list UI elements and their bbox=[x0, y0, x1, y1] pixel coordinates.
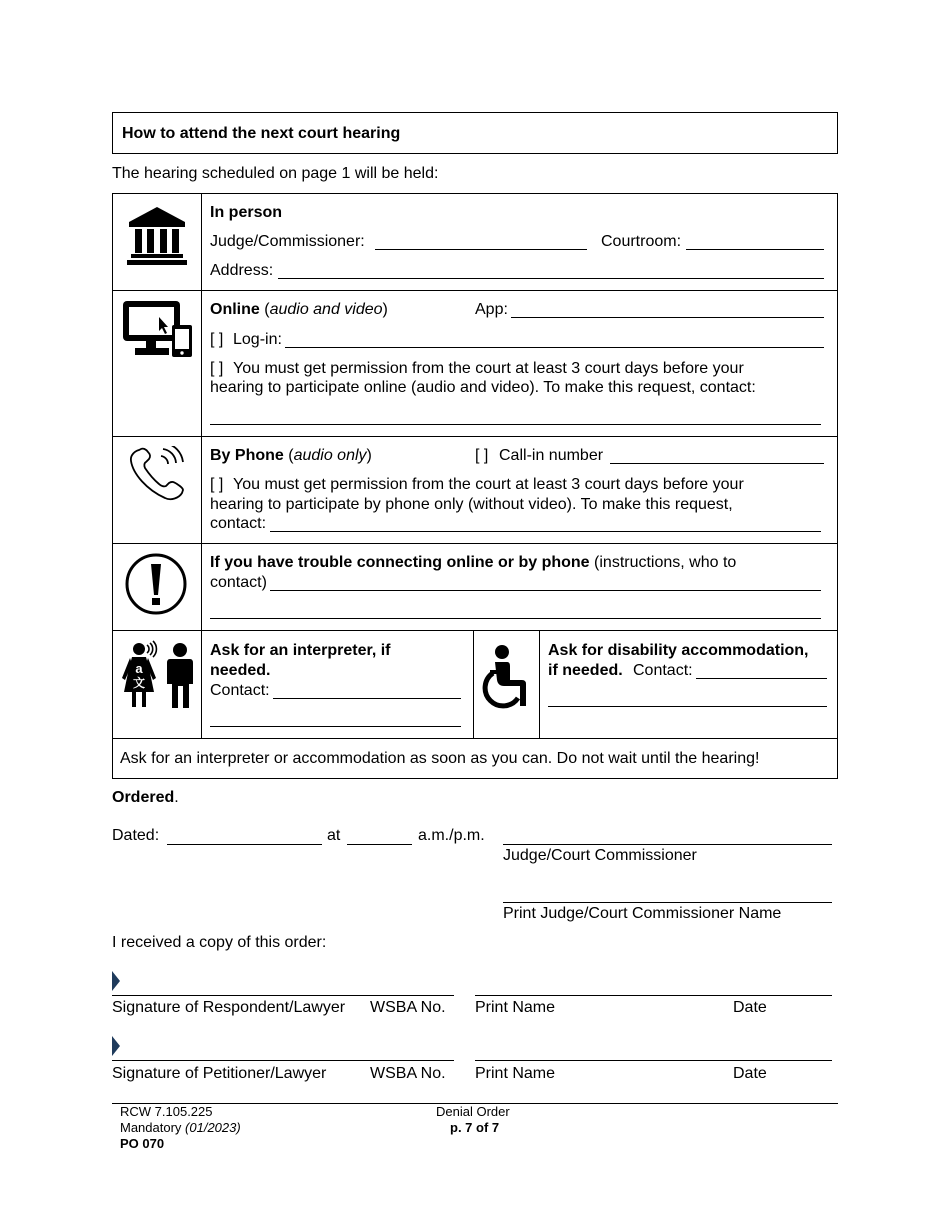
respondent-wsba-label: WSBA No. bbox=[370, 999, 446, 1016]
table-divider bbox=[112, 630, 838, 631]
phone-permission-line2: hearing to participate by phone only (without video). To make this request, bbox=[210, 496, 733, 513]
callin-checkbox[interactable]: [ ] bbox=[475, 447, 489, 464]
sign-here-arrow-icon bbox=[111, 970, 121, 992]
disability-contact-field[interactable] bbox=[696, 678, 827, 679]
disability-heading-line2: if needed. bbox=[548, 662, 623, 679]
respondent-print-field[interactable] bbox=[475, 995, 832, 996]
in-person-heading: In person bbox=[210, 204, 283, 221]
respondent-date-label: Date bbox=[733, 999, 767, 1016]
ordered-period: . bbox=[174, 789, 179, 806]
computer-phone-icon bbox=[121, 299, 193, 359]
trouble-note-line1: (instructions, who to bbox=[594, 554, 737, 571]
table-divider bbox=[473, 630, 474, 738]
interpreter-contact-field-2[interactable] bbox=[210, 726, 461, 727]
address-field[interactable] bbox=[278, 278, 824, 279]
online-heading: Online bbox=[210, 301, 260, 318]
callin-label: Call-in number bbox=[499, 447, 604, 464]
judge-signature-field[interactable] bbox=[503, 844, 832, 845]
at-label: at bbox=[327, 827, 341, 844]
login-checkbox[interactable]: [ ] bbox=[210, 331, 224, 348]
footer-doc-title: Denial Order bbox=[436, 1104, 510, 1119]
sign-here-arrow-icon bbox=[111, 1035, 121, 1057]
paren-close: ) bbox=[382, 301, 388, 318]
courthouse-icon bbox=[126, 205, 188, 267]
table-divider bbox=[112, 543, 838, 544]
petitioner-signature-field[interactable] bbox=[112, 1060, 454, 1061]
petitioner-print-label: Print Name bbox=[475, 1065, 556, 1082]
time-field[interactable] bbox=[347, 844, 412, 845]
petitioner-wsba-label: WSBA No. bbox=[370, 1065, 446, 1082]
app-field[interactable] bbox=[511, 317, 824, 318]
petitioner-print-field[interactable] bbox=[475, 1060, 832, 1061]
svg-text:a: a bbox=[135, 661, 143, 676]
footer-mandatory-date: (01/2023) bbox=[185, 1120, 241, 1135]
ordered-label: Ordered bbox=[112, 789, 175, 806]
ordered-line bbox=[112, 788, 179, 807]
footer-mandatory-line bbox=[120, 1120, 241, 1136]
courtroom-label: Courtroom: bbox=[601, 233, 682, 250]
phone-permission-line3: contact: bbox=[210, 515, 267, 532]
address-label: Address: bbox=[210, 262, 274, 279]
disability-contact-label: Contact: bbox=[633, 662, 693, 679]
login-field[interactable] bbox=[285, 347, 824, 348]
respondent-signature-field[interactable] bbox=[112, 995, 454, 996]
interpreter-heading-line1: Ask for an interpreter, if bbox=[210, 642, 391, 659]
notice-text: Ask for an interpreter or accommodation as soon as you can. Do not wait until the hearing! bbox=[120, 750, 760, 767]
disability-heading-line1: Ask for disability accommodation, bbox=[548, 642, 809, 659]
phone-icon bbox=[127, 446, 187, 502]
interpreter-contact-label: Contact: bbox=[210, 682, 270, 699]
intro-text: The hearing scheduled on page 1 will be held: bbox=[112, 165, 439, 182]
trouble-field-1[interactable] bbox=[270, 590, 821, 591]
footer-page: p. 7 of 7 bbox=[450, 1120, 500, 1135]
section-header-box bbox=[112, 112, 838, 154]
interpreter-icon bbox=[118, 640, 196, 710]
phone-permission-line1: You must get permission from the court at least 3 court days before your bbox=[233, 476, 744, 493]
respondent-sig-label: Signature of Respondent/Lawyer bbox=[112, 999, 346, 1016]
table-divider bbox=[201, 193, 202, 739]
judge-label: Judge/Commissioner: bbox=[210, 233, 365, 250]
phone-heading-line bbox=[210, 446, 372, 465]
judge-print-field[interactable] bbox=[503, 902, 832, 903]
svg-text:文: 文 bbox=[132, 676, 146, 690]
judge-signature-label: Judge/Court Commissioner bbox=[503, 847, 697, 864]
trouble-heading-line bbox=[210, 553, 736, 572]
received-text: I received a copy of this order: bbox=[112, 934, 327, 951]
judge-field[interactable] bbox=[375, 249, 587, 250]
phone-heading-note: audio only bbox=[293, 447, 367, 464]
trouble-field-2[interactable] bbox=[210, 618, 821, 619]
table-divider bbox=[112, 738, 838, 739]
judge-print-label: Print Judge/Court Commissioner Name bbox=[503, 905, 782, 922]
table-divider bbox=[112, 436, 838, 437]
interpreter-contact-field[interactable] bbox=[273, 698, 461, 699]
online-permission-line1: You must get permission from the court at least 3 court days before your bbox=[233, 360, 744, 377]
petitioner-sig-label: Signature of Petitioner/Lawyer bbox=[112, 1065, 327, 1082]
app-label: App: bbox=[475, 301, 508, 318]
disability-contact-field-2[interactable] bbox=[548, 706, 827, 707]
callin-field[interactable] bbox=[610, 463, 824, 464]
phone-heading: By Phone bbox=[210, 447, 284, 464]
trouble-note-line2: contact) bbox=[210, 574, 267, 591]
online-permission-line2: hearing to participate online (audio and video). To make this request, contact: bbox=[210, 379, 756, 396]
footer-mandatory: Mandatory bbox=[120, 1120, 182, 1135]
footer-form-no: PO 070 bbox=[120, 1136, 165, 1151]
exclamation-icon bbox=[124, 552, 188, 616]
paren-open: ( bbox=[288, 447, 294, 464]
table-divider bbox=[112, 290, 838, 291]
paren-open: ( bbox=[264, 301, 270, 318]
dated-field[interactable] bbox=[167, 844, 322, 845]
petitioner-date-label: Date bbox=[733, 1065, 767, 1082]
online-heading-note: audio and video bbox=[269, 301, 383, 318]
wheelchair-icon bbox=[482, 642, 534, 714]
footer-rcw: RCW 7.105.225 bbox=[120, 1104, 213, 1119]
paren-close: ) bbox=[366, 447, 372, 464]
table-divider bbox=[539, 630, 540, 738]
interpreter-heading-line2: needed. bbox=[210, 662, 271, 679]
phone-permission-checkbox[interactable]: [ ] bbox=[210, 476, 224, 493]
ampm-label: a.m./p.m. bbox=[418, 827, 485, 844]
respondent-print-label: Print Name bbox=[475, 999, 556, 1016]
courtroom-field[interactable] bbox=[686, 249, 824, 250]
online-heading-line bbox=[210, 300, 388, 319]
trouble-heading: If you have trouble connecting online or by phone bbox=[210, 554, 590, 571]
online-permission-checkbox[interactable]: [ ] bbox=[210, 360, 224, 377]
online-contact-field[interactable] bbox=[210, 424, 821, 425]
login-label: Log-in: bbox=[233, 331, 282, 348]
dated-label: Dated: bbox=[112, 827, 160, 844]
phone-contact-field[interactable] bbox=[270, 531, 821, 532]
section-header-title: How to attend the next court hearing bbox=[122, 125, 401, 142]
